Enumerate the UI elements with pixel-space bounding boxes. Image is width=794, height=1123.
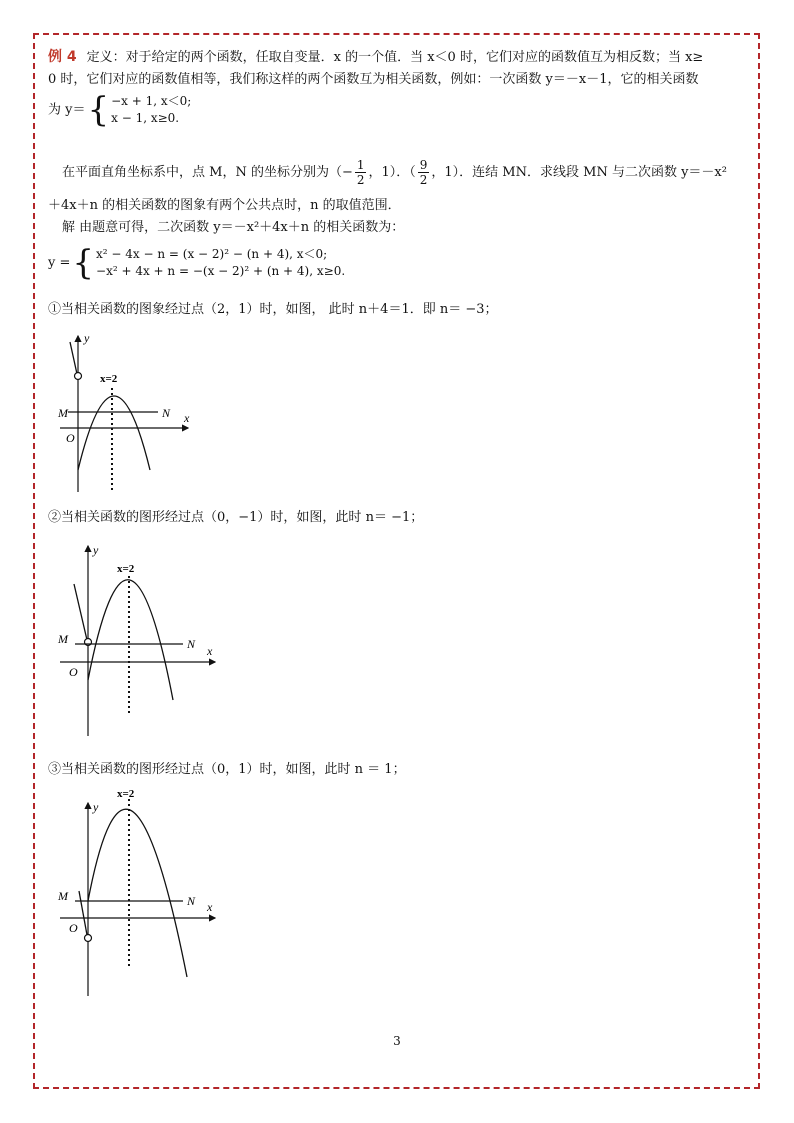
case-2-text: ②当相关函数的图形经过点（0，−1）时，如图，此时 n＝ −1； (48, 510, 424, 525)
q1-c: ，1）．连结 MN．求线段 MN 与二次函数 y＝－x² (431, 165, 727, 180)
problem-line-1 (48, 46, 748, 69)
graph-case-1 (50, 330, 200, 500)
problem-line-2: 0 时，它们对应的函数值相等，我们称这样的两个函数互为相关函数，例如：一次函数 y＝－x－1，它的相关函数 (48, 72, 699, 87)
example-piecewise (48, 90, 748, 130)
left-branch (79, 891, 87, 935)
frac1-num: 1 (356, 158, 365, 172)
q1-b: ，1）．（ (368, 165, 416, 180)
solution-piece-1: x² − 4x − n = (x − 2)² − (n + 4), x＜0; (96, 247, 328, 261)
piecewise-prefix: 为 y＝ (48, 102, 86, 118)
origin-label: O (66, 431, 75, 445)
x-label: x (207, 644, 213, 658)
graph-case-2 (55, 540, 225, 740)
x-label: x (207, 900, 213, 914)
fraction-half (355, 158, 367, 187)
frac1-den: 2 (356, 173, 365, 187)
y-label: y (93, 543, 99, 557)
question-line-2: ＋4x＋n 的相关函数的图象有两个公共点时，n 的取值范围． (48, 198, 401, 213)
piece-1: −x + 1, x＜0; (111, 94, 192, 108)
solution-cases (96, 246, 345, 280)
solution-prefix: y = (48, 255, 71, 271)
left-branch (74, 584, 87, 640)
case-3-text: ③当相关函数的图形经过点（0，1）时，如图，此时 n ＝ 1； (48, 762, 406, 777)
x-label: x (184, 411, 190, 425)
frac2-den: 2 (419, 173, 428, 187)
piecewise-cases (111, 93, 191, 127)
y-label: y (84, 331, 90, 345)
origin-label: O (69, 921, 78, 935)
problem-text-1: 定义：对于给定的两个函数，任取自变量．x 的一个值．当 x＜0 时，它们对应的函数值互为相反数；当 x≥ (86, 50, 704, 65)
solution-piece-2: −x² + 4x + n = −(x − 2)² + (n + 4), x≥0. (96, 264, 346, 278)
line-label: x=2 (117, 563, 135, 575)
page-number: 3 (393, 1034, 401, 1048)
brace: { (72, 243, 95, 283)
n-label: N (187, 894, 196, 908)
left-branch (70, 342, 77, 374)
graph-case-3 (55, 785, 225, 1000)
question-line-1 (62, 158, 752, 187)
fraction-nine-halves (418, 158, 430, 187)
example-label: 例 4 (48, 49, 77, 65)
y-label: y (93, 800, 99, 814)
open-point (85, 935, 92, 942)
brace: { (87, 90, 110, 130)
parabola (88, 809, 187, 977)
piece-2: x − 1, x≥0. (111, 111, 180, 125)
n-label: N (162, 406, 171, 420)
m-label: M (58, 889, 68, 903)
m-label: M (58, 632, 68, 646)
solution-intro: 解 由题意可得，二次函数 y＝－x²＋4x＋n 的相关函数为： (62, 220, 405, 235)
parabola (88, 580, 173, 700)
problem-statement (48, 46, 748, 130)
solution-piecewise (48, 243, 748, 283)
n-label: N (187, 637, 196, 651)
m-label: M (58, 406, 68, 420)
open-point (75, 373, 82, 380)
q1-a: 在平面直角坐标系中，点 M，N 的坐标分别为（− (62, 165, 353, 180)
line-label: x=2 (100, 373, 118, 385)
line-label: x=2 (117, 788, 135, 800)
frac2-num: 9 (419, 158, 428, 172)
parabola (78, 396, 150, 470)
case-1-text: ①当相关函数的图象经过点（2，1）时，如图， 此时 n＋4＝1．即 n＝ −3； (48, 302, 498, 317)
origin-label: O (69, 665, 78, 679)
